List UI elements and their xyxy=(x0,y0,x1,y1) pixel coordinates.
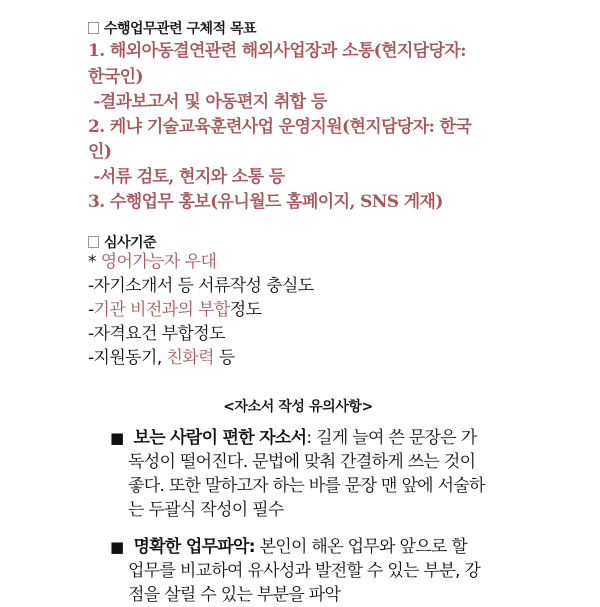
goal-line-4: 2. 케냐 기술교육훈련사업 운영지원(현지담당자: 한국 xyxy=(88,117,472,137)
criteria-item-1 xyxy=(88,250,216,274)
criteria-prefix: - xyxy=(88,300,94,320)
note-text: 업무를 비교하여 유사성과 발전할 수 있는 부분, 강 xyxy=(128,561,481,581)
note-text: 좋다. 또한 말하고자 하는 바를 문장 맨 앞에 서술하 xyxy=(128,476,485,496)
criteria-item-5 xyxy=(88,346,235,370)
note-bold-title: 보는 사람이 편한 자소서 xyxy=(133,428,307,448)
goal-line-1: 1. 해외아동결연관련 해외사업장과 소통(현지담당자: xyxy=(88,41,466,61)
note-text: 본인이 해온 업무와 앞으로 할 xyxy=(254,537,468,557)
criteria-heading-text: 심사기준 xyxy=(104,235,157,251)
note-text: 독성이 떨어진다. 문법에 맞춰 간결하게 쓰는 것이 xyxy=(128,452,476,472)
criteria-rest: 정도 xyxy=(229,300,262,320)
square-bullet-icon: ■ xyxy=(110,429,124,447)
criteria-highlight: 영어가능자 우대 xyxy=(100,252,217,272)
note-text: 점을 살릴 수 있는 부분을 파악 xyxy=(128,585,341,605)
criteria-prefix: -자기소개서 등 서류작성 충실도 xyxy=(88,276,314,296)
note-bold-title: 명확한 업무파악: xyxy=(133,537,255,557)
note-line xyxy=(110,535,530,559)
goal-line-6: -서류 검토, 현지와 소통 등 xyxy=(88,167,285,187)
criteria-heading xyxy=(88,232,156,252)
criteria-item-2 xyxy=(88,274,314,298)
note-text: : 길게 늘여 쓴 문장은 가 xyxy=(306,428,477,448)
checkbox-square-icon xyxy=(88,236,99,248)
note-text: 는 두괄식 작성이 필수 xyxy=(128,500,284,520)
criteria-item-4 xyxy=(88,322,225,346)
note-line xyxy=(110,426,530,450)
square-bullet-icon: ■ xyxy=(110,538,124,556)
criteria-prefix: -지원동기, xyxy=(88,348,167,368)
note-clear-task xyxy=(110,535,530,607)
criteria-item-3 xyxy=(88,298,261,322)
goal-line-5: 인) xyxy=(88,142,112,162)
goal-line-3: -결과보고서 및 아동편지 취합 등 xyxy=(88,92,327,112)
goal-line-2: 한국인) xyxy=(88,67,143,87)
checkbox-square-icon xyxy=(88,22,99,34)
criteria-highlight: 기관 비전과의 부합 xyxy=(93,300,230,320)
criteria-prefix: -자격요건 부합정도 xyxy=(88,324,225,344)
note-readable-resume xyxy=(110,426,530,522)
criteria-highlight: 친화력 xyxy=(166,348,214,368)
goal-line-7: 3. 수행업무 홍보(유니월드 홈페이지, SNS 게재) xyxy=(88,192,443,212)
goals-heading-text: 수행업무관련 구체적 목표 xyxy=(104,21,257,37)
goals-heading xyxy=(88,18,256,38)
criteria-prefix: * xyxy=(88,252,101,272)
notes-title: <자소서 작성 유의사항> xyxy=(223,399,373,415)
criteria-rest: 등 xyxy=(213,348,235,368)
